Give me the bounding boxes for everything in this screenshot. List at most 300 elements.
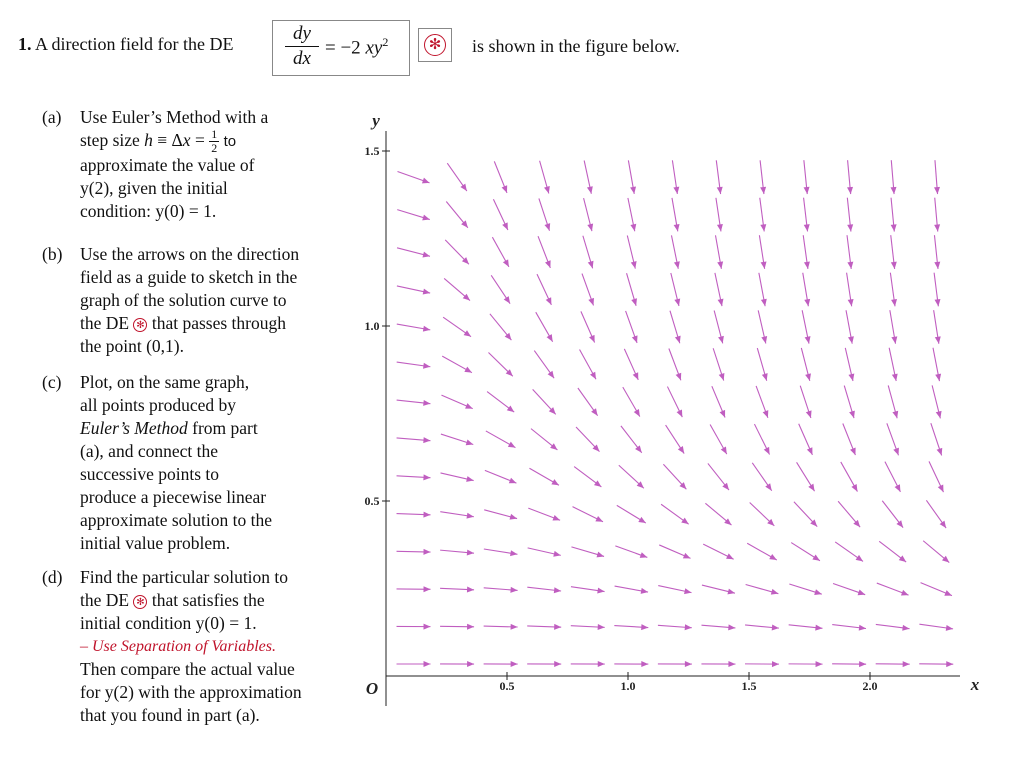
derivative-fraction bbox=[285, 23, 319, 70]
arrow-head bbox=[591, 408, 598, 415]
arrow-head bbox=[681, 518, 688, 525]
slope-arrow bbox=[745, 624, 779, 630]
de-denominator: dx bbox=[293, 48, 311, 69]
arrow-head bbox=[899, 555, 906, 562]
slope-arrow bbox=[574, 467, 601, 487]
part-d-line-3: initial condition y(0) = 1. bbox=[80, 613, 257, 633]
slope-arrow bbox=[397, 248, 430, 258]
slope-arrow bbox=[759, 273, 767, 306]
arrow-head bbox=[934, 262, 940, 269]
slope-arrow bbox=[571, 661, 605, 667]
slope-arrow bbox=[658, 661, 692, 667]
arrow-head bbox=[859, 625, 866, 631]
slope-arrow bbox=[885, 462, 901, 492]
slope-arrow bbox=[578, 388, 598, 416]
arrow-head bbox=[423, 400, 430, 406]
arrow-head bbox=[848, 299, 854, 306]
slope-arrow bbox=[845, 348, 854, 381]
arrow-head bbox=[848, 336, 854, 343]
slope-arrow bbox=[701, 624, 735, 630]
slope-arrow bbox=[487, 392, 514, 413]
part-d-label: (d) bbox=[42, 567, 63, 587]
arrow-head bbox=[727, 589, 735, 595]
slope-arrow bbox=[659, 545, 690, 558]
slope-arrow bbox=[877, 583, 909, 595]
slope-arrow bbox=[701, 661, 735, 667]
slope-arrow bbox=[803, 235, 810, 269]
asterisk-icon: ✻ bbox=[424, 34, 446, 56]
arrow-head bbox=[935, 299, 941, 306]
arrow-head bbox=[685, 624, 692, 630]
arrow-head bbox=[804, 187, 810, 194]
part-a-to: to bbox=[223, 133, 237, 150]
part-a-label: (a) bbox=[42, 107, 62, 127]
arrow-head bbox=[847, 224, 853, 231]
arrow-head bbox=[761, 336, 767, 343]
slope-arrow bbox=[712, 386, 725, 417]
arrow-head bbox=[545, 260, 551, 268]
slope-arrow bbox=[931, 423, 942, 455]
slope-arrow bbox=[929, 461, 943, 492]
slope-arrow bbox=[891, 160, 897, 194]
slope-arrow bbox=[628, 160, 636, 193]
part-a-line-4: y(2), given the initial bbox=[80, 178, 228, 199]
slope-arrow bbox=[484, 587, 518, 593]
arrow-head bbox=[510, 587, 517, 593]
slope-arrow bbox=[702, 585, 735, 594]
slope-arrow bbox=[672, 198, 680, 232]
slope-arrow bbox=[934, 160, 940, 194]
slope-arrow bbox=[443, 317, 471, 336]
slope-arrow bbox=[573, 507, 603, 522]
arrow-head bbox=[760, 187, 766, 194]
arrow-head bbox=[946, 625, 953, 631]
part-b-line-5: the point (0,1). bbox=[80, 336, 185, 356]
slope-arrow bbox=[571, 547, 604, 557]
arrow-head bbox=[678, 446, 684, 454]
arrow-head bbox=[630, 224, 636, 231]
arrow-head bbox=[640, 552, 648, 558]
slope-arrow bbox=[397, 286, 430, 295]
slope-arrow bbox=[441, 395, 472, 408]
arrow-head bbox=[761, 299, 767, 306]
slope-arrow bbox=[491, 275, 510, 303]
arrow-head bbox=[635, 445, 642, 452]
arrow-head bbox=[935, 374, 941, 381]
slope-arrow bbox=[800, 386, 811, 418]
arrow-head bbox=[891, 336, 897, 343]
de-numerator: dy bbox=[293, 23, 311, 44]
asterisk-icon: ✻ bbox=[133, 595, 147, 609]
slope-arrow bbox=[661, 504, 689, 524]
slope-arrow bbox=[534, 351, 554, 379]
slope-arrow bbox=[571, 587, 605, 594]
slope-arrow bbox=[876, 624, 910, 630]
arrow-head bbox=[587, 186, 593, 193]
intro-before: A direction field for the DE bbox=[35, 34, 234, 54]
arrow-head bbox=[551, 479, 559, 485]
slope-arrow bbox=[671, 235, 679, 268]
arrow-head bbox=[598, 661, 605, 667]
arrow-head bbox=[504, 296, 510, 303]
arrow-head bbox=[547, 334, 553, 342]
slope-arrow bbox=[441, 473, 474, 482]
slope-arrow bbox=[832, 661, 866, 667]
slope-arrow bbox=[440, 587, 474, 593]
slope-arrow bbox=[581, 311, 595, 342]
slope-arrow bbox=[847, 160, 853, 194]
slope-arrow bbox=[447, 163, 467, 191]
slope-arrow bbox=[582, 274, 594, 306]
slope-arrow bbox=[789, 661, 823, 667]
arrow-head bbox=[544, 186, 550, 194]
slope-arrow bbox=[441, 434, 473, 445]
arrow-head bbox=[554, 624, 561, 630]
slope-arrow bbox=[794, 502, 817, 527]
slope-arrow bbox=[757, 348, 767, 381]
slope-arrow bbox=[926, 500, 946, 528]
slope-arrow bbox=[531, 429, 557, 450]
slope-arrow bbox=[444, 278, 470, 300]
slope-arrow bbox=[397, 362, 431, 369]
arrow-head bbox=[548, 371, 555, 378]
part-d-line-6: for y(2) with the approximation bbox=[80, 682, 302, 702]
slope-arrow bbox=[614, 661, 648, 667]
slope-arrow bbox=[933, 348, 941, 381]
arrow-head bbox=[936, 411, 942, 419]
arrow-head bbox=[858, 590, 866, 596]
slope-arrow bbox=[759, 235, 766, 269]
part-d-line-7: that you found in part (a). bbox=[80, 705, 260, 725]
arrow-head bbox=[934, 187, 940, 194]
direction-field-plot bbox=[350, 100, 990, 740]
slope-arrow bbox=[397, 661, 431, 667]
arrow-head bbox=[772, 661, 779, 667]
arrow-head bbox=[422, 178, 430, 184]
arrow-head bbox=[424, 624, 431, 630]
slope-arrow bbox=[882, 501, 903, 528]
arrow-head bbox=[423, 549, 430, 555]
slope-arrow bbox=[803, 273, 810, 307]
slope-arrow bbox=[934, 235, 940, 269]
arrow-head bbox=[466, 440, 474, 446]
arrow-head bbox=[423, 363, 430, 369]
x-tick-label: 1.0 bbox=[620, 679, 636, 693]
arrow-head bbox=[891, 224, 897, 231]
part-d-the-de: the DE bbox=[80, 590, 130, 610]
slope-arrow bbox=[584, 161, 593, 194]
part-a-h: h bbox=[144, 130, 153, 150]
slope-arrow bbox=[923, 541, 949, 563]
arrow-head bbox=[588, 298, 594, 306]
arrow-head bbox=[946, 661, 953, 667]
slope-arrow bbox=[397, 624, 431, 630]
arrow-head bbox=[467, 661, 474, 667]
arrow-head bbox=[935, 336, 941, 343]
slope-arrow bbox=[804, 160, 810, 194]
slope-arrow bbox=[832, 625, 866, 631]
fraction-bar bbox=[285, 46, 319, 47]
arrow-head bbox=[466, 476, 473, 482]
part-c-line-6: produce a piecewise linear bbox=[80, 487, 267, 507]
arrow-head bbox=[771, 589, 779, 595]
slope-arrow bbox=[887, 423, 899, 455]
y-axis-label: y bbox=[372, 111, 380, 130]
part-a-line-1: Use Euler’s Method with a bbox=[80, 107, 269, 127]
half-denominator: 2 bbox=[211, 141, 218, 156]
slope-arrow bbox=[446, 201, 468, 227]
arrow-head bbox=[673, 187, 679, 194]
arrow-head bbox=[856, 555, 863, 561]
arrow-head bbox=[848, 373, 854, 380]
differential-equation-box bbox=[272, 20, 410, 76]
slope-arrow bbox=[745, 661, 779, 667]
arrow-head bbox=[467, 513, 474, 519]
arrow-head bbox=[597, 552, 605, 558]
part-b-the-de: the DE bbox=[80, 313, 130, 333]
slope-arrow bbox=[397, 549, 431, 555]
slope-arrow bbox=[576, 427, 599, 452]
slope-arrow bbox=[671, 273, 680, 306]
slope-arrow bbox=[617, 505, 646, 523]
slope-arrow bbox=[494, 161, 507, 193]
slope-arrow bbox=[397, 324, 430, 332]
arrow-head bbox=[805, 373, 811, 381]
arrow-head bbox=[467, 624, 474, 630]
arrow-head bbox=[423, 326, 430, 332]
arrow-head bbox=[847, 262, 853, 269]
arrow-head bbox=[634, 409, 640, 417]
arrow-head bbox=[763, 410, 769, 418]
arrow-head bbox=[859, 661, 866, 667]
arrow-head bbox=[761, 261, 767, 268]
arrow-head bbox=[641, 624, 648, 630]
arrow-head bbox=[598, 624, 605, 630]
arrow-head bbox=[722, 483, 729, 490]
slope-arrow bbox=[627, 236, 636, 269]
slope-arrow bbox=[615, 546, 647, 558]
part-b-line-1: Use the arrows on the direction bbox=[80, 244, 300, 264]
slope-arrow bbox=[879, 541, 906, 562]
arrow-head bbox=[717, 187, 723, 194]
part-a-step-size-text: step size bbox=[80, 130, 140, 150]
arrow-head bbox=[630, 186, 636, 193]
slope-arrow bbox=[703, 544, 733, 559]
asterisk-icon: ✻ bbox=[133, 318, 147, 332]
slope-arrow bbox=[758, 310, 767, 343]
part-b-passes-through: that passes through bbox=[151, 313, 286, 333]
slope-arrow bbox=[932, 385, 941, 418]
slope-arrow bbox=[876, 661, 910, 667]
arrow-head bbox=[815, 625, 822, 631]
problem-statement bbox=[18, 34, 233, 55]
slope-arrow bbox=[934, 198, 940, 232]
arrow-head bbox=[674, 224, 680, 231]
arrow-head bbox=[684, 588, 691, 594]
x-axis-label: x bbox=[970, 675, 980, 694]
slope-arrow bbox=[789, 584, 821, 595]
slope-arrow bbox=[619, 465, 644, 488]
arrow-head bbox=[717, 261, 723, 268]
y-tick-label: 1.0 bbox=[364, 319, 380, 333]
slope-arrow bbox=[789, 625, 823, 631]
part-c-line-8: initial value problem. bbox=[80, 533, 231, 553]
part-c-line-3 bbox=[80, 417, 350, 440]
arrow-head bbox=[544, 223, 550, 231]
part-c-line-2: all points produced by bbox=[80, 395, 237, 415]
slope-arrow bbox=[847, 198, 853, 232]
x-tick-label: 1.5 bbox=[741, 679, 757, 693]
slope-arrow bbox=[672, 160, 679, 194]
arrow-head bbox=[718, 299, 724, 306]
arrow-head bbox=[597, 588, 604, 594]
equation-marker-box bbox=[418, 28, 452, 62]
slope-arrow bbox=[533, 389, 556, 414]
arrow-head bbox=[423, 437, 430, 443]
slope-arrow bbox=[484, 549, 518, 556]
slope-arrow bbox=[891, 198, 897, 232]
slope-arrow bbox=[536, 312, 553, 342]
slope-arrow bbox=[890, 273, 897, 307]
arrow-head bbox=[816, 661, 823, 667]
slope-arrow bbox=[919, 661, 953, 667]
part-c-line-5: successive points to bbox=[80, 464, 220, 484]
slope-arrow bbox=[527, 587, 561, 593]
slope-arrow bbox=[397, 512, 431, 518]
arrow-head bbox=[892, 374, 898, 381]
arrow-head bbox=[674, 261, 680, 268]
part-b-line-4 bbox=[80, 312, 350, 335]
part-c-eulers-method: Euler’s Method bbox=[80, 418, 188, 438]
part-c-line-4: (a), and connect the bbox=[80, 441, 218, 461]
arrow-head bbox=[460, 184, 466, 191]
slope-arrow bbox=[801, 348, 811, 381]
slope-arrow bbox=[705, 503, 731, 525]
x-tick-label: 0.5 bbox=[499, 679, 515, 693]
part-a-half-fraction bbox=[209, 129, 219, 154]
part-d-line-1: Find the particular solution to bbox=[80, 567, 289, 587]
slope-arrow bbox=[490, 314, 512, 340]
part-b-label: (b) bbox=[42, 244, 63, 264]
part-a-x: x bbox=[182, 130, 191, 150]
arrow-head bbox=[901, 590, 909, 596]
slope-arrow bbox=[528, 548, 561, 557]
arrow-head bbox=[804, 299, 810, 306]
part-a-line-2 bbox=[80, 129, 350, 154]
slope-arrow bbox=[527, 624, 561, 630]
arrow-head bbox=[423, 512, 430, 518]
slope-arrow bbox=[667, 387, 682, 418]
slope-arrow bbox=[846, 310, 854, 343]
part-d-line-2 bbox=[80, 589, 350, 612]
slope-arrow bbox=[397, 586, 431, 592]
arrow-head bbox=[641, 661, 648, 667]
slope-arrow bbox=[539, 198, 550, 230]
arrow-head bbox=[587, 224, 593, 232]
slope-arrow bbox=[442, 356, 472, 373]
arrow-head bbox=[632, 335, 638, 343]
slope-arrow bbox=[584, 198, 594, 231]
arrow-head bbox=[849, 411, 855, 419]
slope-arrow bbox=[571, 624, 605, 630]
slope-arrow bbox=[440, 550, 474, 556]
slope-arrow bbox=[398, 171, 430, 183]
slope-arrow bbox=[716, 160, 722, 194]
part-d-line-4: – Use Separation of Variables. bbox=[80, 638, 276, 655]
slope-arrow bbox=[835, 542, 863, 562]
slope-arrow bbox=[934, 310, 941, 344]
part-c-from-part: from part bbox=[192, 418, 258, 438]
slope-arrow bbox=[747, 543, 777, 560]
slope-arrow bbox=[888, 385, 898, 418]
slope-arrow bbox=[890, 310, 897, 344]
slope-arrow bbox=[847, 273, 854, 307]
slope-arrow bbox=[621, 426, 642, 453]
arrow-head bbox=[808, 484, 814, 492]
slope-arrow bbox=[493, 199, 507, 230]
arrow-layer bbox=[397, 160, 954, 667]
slope-arrow bbox=[670, 311, 681, 344]
slope-arrow bbox=[847, 235, 853, 269]
arrow-head bbox=[675, 336, 681, 344]
arrow-head bbox=[891, 299, 897, 306]
arrow-head bbox=[805, 336, 811, 343]
arrow-head bbox=[762, 373, 768, 381]
slope-arrow bbox=[934, 273, 940, 307]
de-rhs-prefix: = −2 bbox=[325, 37, 361, 59]
slope-arrow bbox=[756, 386, 768, 418]
arrow-head bbox=[728, 661, 735, 667]
arrow-head bbox=[631, 298, 637, 306]
slope-arrow bbox=[844, 386, 855, 419]
part-c-line-1: Plot, on the same graph, bbox=[80, 372, 250, 392]
slope-arrow bbox=[492, 237, 509, 267]
slope-arrow bbox=[669, 348, 681, 380]
slope-arrow bbox=[663, 464, 686, 489]
arrow-head bbox=[554, 587, 561, 593]
arrow-head bbox=[765, 483, 771, 490]
part-b-line-3: graph of the solution curve to bbox=[80, 290, 287, 310]
arrow-head bbox=[424, 661, 431, 667]
arrow-head bbox=[760, 224, 766, 231]
slope-arrow bbox=[627, 273, 637, 306]
slope-arrow bbox=[804, 198, 810, 232]
arrow-head bbox=[903, 661, 910, 667]
slope-arrow bbox=[760, 160, 766, 194]
arrow-head bbox=[676, 373, 682, 381]
arrow-head bbox=[554, 661, 561, 667]
de-right-hand-side bbox=[325, 35, 388, 59]
arrow-head bbox=[422, 215, 430, 221]
arrow-head bbox=[812, 554, 820, 560]
arrow-head bbox=[511, 624, 518, 630]
slope-arrow bbox=[440, 661, 474, 667]
y-tick-label: 1.5 bbox=[364, 144, 380, 158]
slope-arrow bbox=[624, 349, 638, 380]
arrow-head bbox=[511, 661, 518, 667]
slope-arrow bbox=[440, 624, 474, 630]
slope-arrow bbox=[716, 198, 723, 232]
arrow-head bbox=[937, 448, 943, 456]
half-numerator: 1 bbox=[211, 127, 218, 142]
y-tick-label: 0.5 bbox=[364, 494, 380, 508]
arrow-head bbox=[902, 625, 909, 631]
slope-arrow bbox=[919, 624, 953, 631]
arrow-head bbox=[423, 586, 430, 592]
arrow-head bbox=[553, 551, 560, 557]
arrow-head bbox=[806, 410, 812, 418]
arrow-head bbox=[674, 298, 680, 306]
